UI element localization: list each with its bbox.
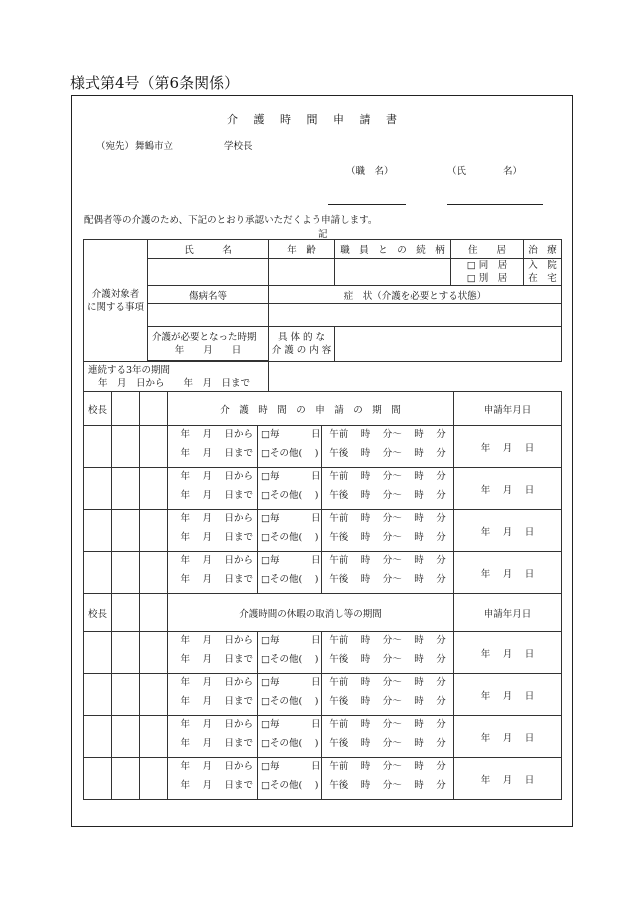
time-range-cell[interactable]: 午前 時 分～ 時 分 午後 時 分～ 時 分 (322, 674, 454, 716)
name-cell[interactable] (148, 259, 269, 286)
application-date-cell[interactable]: 年 月 日 (454, 426, 562, 468)
date-range-cell[interactable]: 年 月 日から 年 月 日まで (168, 716, 258, 758)
application-period-table (83, 391, 562, 800)
every-day-checkbox[interactable]: □毎 日 (261, 554, 321, 566)
every-day-checkbox[interactable]: □毎 日 (261, 760, 321, 772)
stamp-cell[interactable] (112, 468, 140, 510)
need-time-cell[interactable]: 介護が必要となった時期 年 月 日 (148, 327, 269, 361)
stamp-cell[interactable] (84, 426, 112, 468)
col-disease: 傷病名等 (148, 286, 269, 304)
cancel-period-header: 介護時間の休暇の取消し等の期間 (168, 594, 454, 632)
addressee-prefix: （宛先） (96, 141, 135, 152)
name-label-open: （氏 (447, 166, 467, 177)
application-period-header: 介 護 時 間 の 申 請 の 期 間 (168, 392, 454, 426)
stamp-cell[interactable] (84, 632, 112, 674)
cancel-date-cell[interactable]: 年 月 日 (454, 716, 562, 758)
position-underline (328, 204, 406, 205)
stamp-cell[interactable] (140, 758, 168, 800)
other-checkbox[interactable]: □その他( ) (261, 779, 319, 791)
treatment-options[interactable]: 入 院 在 宅 (524, 259, 562, 286)
col-treatment: 治 療 (524, 240, 562, 259)
stamp-cell[interactable] (112, 426, 140, 468)
every-day-checkbox[interactable]: □毎 日 (261, 718, 321, 730)
stamp-cell[interactable] (112, 552, 140, 594)
frequency-cell[interactable] (258, 468, 322, 510)
stamp-cell[interactable] (84, 758, 112, 800)
care-subject-label: 介護対象者 に関する事項 (84, 240, 148, 362)
ki-mark: 記 (318, 229, 328, 240)
stamp-cell-2 (112, 594, 140, 632)
frequency-cell[interactable] (258, 758, 322, 800)
other-checkbox[interactable]: □その他( ) (261, 737, 319, 749)
date-range-cell[interactable]: 年 月 日から 年 月 日まで (168, 674, 258, 716)
principal-stamp-label-cancel: 校長 (84, 594, 112, 632)
other-checkbox[interactable]: □その他( ) (261, 695, 319, 707)
frequency-cell[interactable] (258, 674, 322, 716)
time-range-cell[interactable]: 午前 時 分～ 時 分 午後 時 分～ 時 分 (322, 552, 454, 594)
residence-options[interactable] (451, 259, 524, 286)
stamp-cell-3 (140, 392, 168, 426)
stamp-cell[interactable] (140, 552, 168, 594)
cancel-date-cell[interactable]: 年 月 日 (454, 632, 562, 674)
care-subject-table (83, 239, 562, 392)
application-date-cell[interactable]: 年 月 日 (454, 510, 562, 552)
date-range-cell[interactable]: 年 月 日から 年 月 日まで (168, 510, 258, 552)
stamp-cell[interactable] (84, 468, 112, 510)
symptom-cell[interactable] (269, 304, 562, 327)
col-residence: 住 居 (451, 240, 524, 259)
stamp-cell[interactable] (112, 758, 140, 800)
every-day-checkbox[interactable]: □毎 日 (261, 470, 321, 482)
relation-cell[interactable] (335, 259, 451, 286)
date-range-cell[interactable]: 年 月 日から 年 月 日まで (168, 468, 258, 510)
stamp-cell[interactable] (84, 510, 112, 552)
cancel-date-cell[interactable]: 年 月 日 (454, 758, 562, 800)
date-range-cell[interactable]: 年 月 日から 年 月 日まで (168, 426, 258, 468)
principal-stamp-label: 校長 (84, 392, 112, 426)
application-date-cell[interactable]: 年 月 日 (454, 468, 562, 510)
stamp-cell-2 (112, 392, 140, 426)
time-range-cell[interactable]: 午前 時 分～ 時 分 午後 時 分～ 時 分 (322, 758, 454, 800)
stamp-cell[interactable] (140, 426, 168, 468)
other-checkbox[interactable]: □その他( ) (261, 531, 319, 543)
position-label: （職 名） (346, 166, 394, 177)
name-underline (447, 204, 543, 205)
stamp-cell[interactable] (112, 632, 140, 674)
every-day-checkbox[interactable]: □毎 日 (261, 676, 321, 688)
stamp-cell-3 (140, 594, 168, 632)
date-range-cell[interactable]: 年 月 日から 年 月 日まで (168, 758, 258, 800)
residence-separate-checkbox[interactable]: □ 別 居 (466, 273, 508, 284)
time-range-cell[interactable]: 午前 時 分～ 時 分 午後 時 分～ 時 分 (322, 468, 454, 510)
name-label-close: 名） (503, 166, 523, 177)
every-day-checkbox[interactable]: □毎 日 (261, 512, 321, 524)
residence-together-checkbox[interactable]: □ 同 居 (466, 260, 508, 271)
col-symptom: 症 状（介護を必要とする状態） (269, 286, 562, 304)
stamp-cell[interactable] (112, 510, 140, 552)
col-age: 年 齢 (269, 240, 335, 259)
other-checkbox[interactable]: □その他( ) (261, 489, 319, 501)
form-number: 様式第4号（第6条関係） (70, 74, 240, 92)
frequency-cell[interactable] (258, 426, 322, 468)
frequency-cell[interactable] (258, 552, 322, 594)
frequency-cell[interactable] (258, 716, 322, 758)
stamp-cell[interactable] (140, 468, 168, 510)
care-content-cell[interactable] (335, 327, 562, 362)
date-range-cell[interactable]: 年 月 日から 年 月 日まで (168, 552, 258, 594)
col-name: 氏 名 (148, 240, 269, 259)
every-day-checkbox[interactable]: □毎 日 (261, 428, 321, 440)
frequency-cell[interactable] (258, 632, 322, 674)
stamp-cell[interactable] (140, 632, 168, 674)
stamp-cell[interactable] (112, 716, 140, 758)
intro-text: 配偶者等の介護のため、下記のとおり承認いただくよう申請します。 (84, 215, 378, 226)
every-day-checkbox[interactable]: □毎 日 (261, 634, 321, 646)
other-checkbox[interactable]: □その他( ) (261, 573, 319, 585)
time-range-cell[interactable]: 午前 時 分～ 時 分 午後 時 分～ 時 分 (322, 426, 454, 468)
stamp-cell[interactable] (84, 716, 112, 758)
stamp-cell[interactable] (84, 674, 112, 716)
stamp-cell[interactable] (84, 552, 112, 594)
stamp-cell[interactable] (112, 674, 140, 716)
stamp-cell[interactable] (140, 716, 168, 758)
frequency-cell[interactable] (258, 510, 322, 552)
other-checkbox[interactable]: □その他( ) (261, 447, 319, 459)
cancel-date-cell[interactable]: 年 月 日 (454, 674, 562, 716)
other-checkbox[interactable]: □その他( ) (261, 653, 319, 665)
care-content-label: 具 体 的 な 介 護 の 内 容 (269, 327, 335, 362)
cancel-date-header: 申請年月日 (454, 594, 562, 632)
addressee-role: 学校長 (224, 141, 253, 152)
document-title: 介 護 時 間 申 請 書 (227, 113, 403, 126)
addressee-city: 舞鶴市立 (135, 141, 174, 152)
application-date-cell[interactable]: 年 月 日 (454, 552, 562, 594)
three-year-period-cell[interactable]: 連続する3年の期間 年 月 日から 年 月 日まで (84, 362, 269, 392)
time-range-cell[interactable]: 午前 時 分～ 時 分 午後 時 分～ 時 分 (322, 632, 454, 674)
col-relation: 職 員 と の 続 柄 (335, 240, 451, 259)
date-range-cell[interactable]: 年 月 日から 年 月 日まで (168, 632, 258, 674)
time-range-cell[interactable]: 午前 時 分～ 時 分 午後 時 分～ 時 分 (322, 716, 454, 758)
age-cell[interactable] (269, 259, 335, 286)
disease-cell[interactable] (148, 304, 269, 327)
stamp-cell[interactable] (140, 674, 168, 716)
stamp-cell[interactable] (140, 510, 168, 552)
time-range-cell[interactable]: 午前 時 分～ 時 分 午後 時 分～ 時 分 (322, 510, 454, 552)
application-date-header: 申請年月日 (454, 392, 562, 426)
